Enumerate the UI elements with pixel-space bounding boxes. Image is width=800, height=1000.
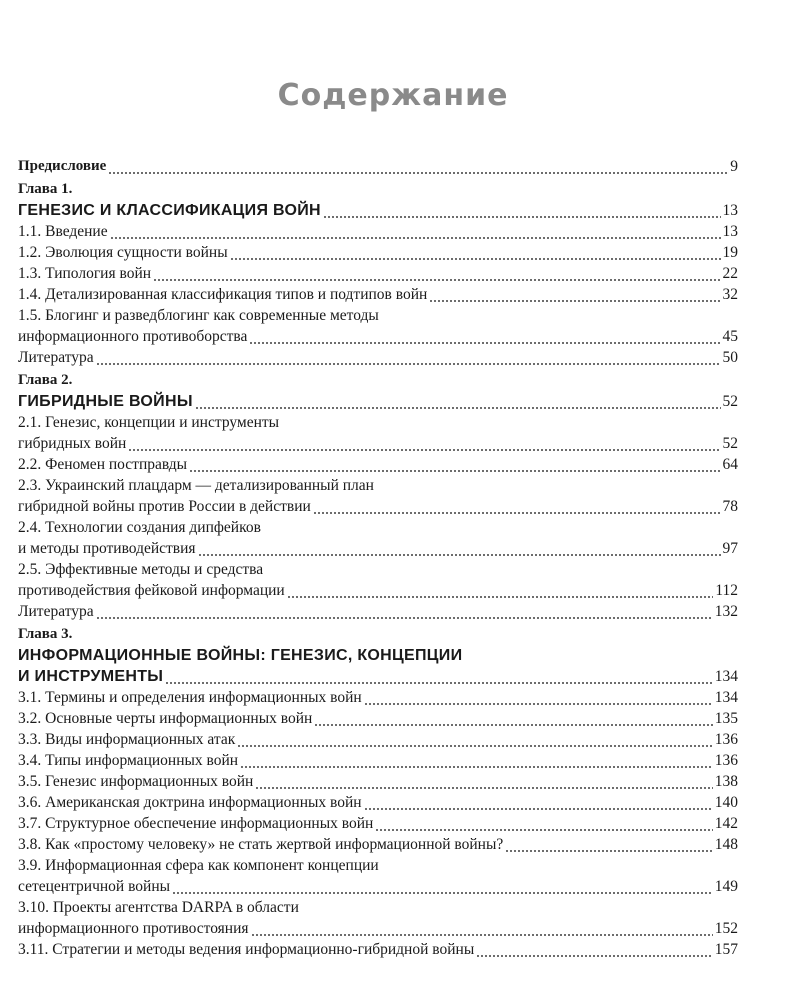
- toc-entry-text: 3.5. Генезис информационных войн: [18, 773, 254, 790]
- toc-entry-first-line: 1.5. Блогинг и разведблогинг как современные методы: [18, 307, 379, 324]
- dot-leader: [364, 687, 713, 708]
- toc-page-number: 140: [714, 794, 738, 811]
- page-title: Содержание: [277, 78, 509, 113]
- toc-page-number: 22: [722, 265, 738, 282]
- toc-entry: [18, 263, 738, 284]
- toc-entry: [18, 538, 738, 559]
- toc-page-number: 152: [714, 920, 738, 937]
- toc-entry: [18, 708, 738, 729]
- toc-entry-text: 1.2. Эволюция сущности войны: [18, 244, 228, 261]
- table-of-contents: [18, 156, 738, 960]
- dot-leader: [251, 918, 713, 939]
- toc-entry: [18, 750, 738, 771]
- dot-leader: [189, 454, 720, 475]
- toc-entry: [18, 326, 738, 347]
- dot-leader: [96, 347, 721, 368]
- toc-entry-text: гибридных войн: [18, 435, 127, 452]
- dot-leader: [313, 496, 721, 517]
- toc-entry: [18, 834, 738, 855]
- dot-leader: [153, 263, 720, 284]
- toc-entry-text: 3.11. Стратегии и методы ведения информационно-гибридной войны: [18, 941, 475, 958]
- dot-leader: [255, 771, 712, 792]
- toc-entry-first-line: 2.3. Украинский плацдарм — детализированный план: [18, 477, 374, 494]
- dot-leader: [314, 708, 712, 729]
- toc-page-number: 134: [714, 668, 738, 685]
- chapter-title: ГИБРИДНЫЕ ВОЙНЫ: [18, 393, 193, 410]
- toc-page-number: 149: [714, 878, 738, 895]
- toc-entry-text: противодействия фейковой информации: [18, 582, 285, 599]
- toc-page-number: 13: [722, 223, 738, 240]
- chapter-title: ГЕНЕЗИС И КЛАССИФИКАЦИЯ ВОЙН: [18, 202, 321, 219]
- toc-entry-text: Предисловие: [18, 158, 107, 174]
- toc-page-number: 136: [714, 731, 738, 748]
- toc-entry: [18, 939, 738, 960]
- toc-entry-first-line: 2.5. Эффективные методы и средства: [18, 561, 264, 578]
- toc-entry: [18, 221, 738, 242]
- dot-leader: [165, 666, 713, 687]
- toc-entry-first-line: 3.10. Проекты агентства DARPA в области: [18, 899, 299, 916]
- toc-entry-text: информационного противоборства: [18, 328, 248, 345]
- toc-entry-text: 3.2. Основные черты информационных войн: [18, 710, 313, 727]
- dot-leader: [172, 876, 713, 897]
- toc-entry-text: 3.3. Виды информационных атак: [18, 731, 236, 748]
- toc-entry-text: Литература: [18, 349, 94, 366]
- toc-entry: [18, 242, 738, 263]
- dot-leader: [476, 939, 713, 960]
- toc-entry-text: 1.3. Типология войн: [18, 265, 152, 282]
- toc-page: [18, 0, 738, 960]
- toc-entry-preface: [18, 156, 738, 177]
- dot-leader: [505, 834, 712, 855]
- toc-entry-text: Литература: [18, 603, 94, 620]
- toc-page-number: 78: [722, 498, 738, 515]
- toc-page-number: 138: [714, 773, 738, 790]
- chapter-label: Глава 2.: [18, 372, 73, 388]
- chapter-title-first-line: ИНФОРМАЦИОННЫЕ ВОЙНЫ: ГЕНЕЗИС, КОНЦЕПЦИИ: [18, 647, 463, 664]
- toc-entry-text: 3.1. Термины и определения информационных войн: [18, 689, 362, 706]
- toc-entry-first-line: 2.4. Технологии создания дипфейков: [18, 519, 261, 536]
- chapter-label: Глава 3.: [18, 626, 73, 642]
- toc-entry-text: 3.7. Структурное обеспечение информационных войн: [18, 815, 374, 832]
- toc-entry-text: 2.2. Феномен постправды: [18, 456, 188, 473]
- dot-leader: [237, 729, 713, 750]
- dot-leader: [198, 538, 721, 559]
- toc-page-number: 97: [722, 540, 738, 557]
- dot-leader: [249, 326, 720, 347]
- dot-leader: [195, 391, 721, 412]
- toc-page-number: 135: [714, 710, 738, 727]
- dot-leader: [230, 242, 721, 263]
- dot-leader: [429, 284, 720, 305]
- toc-entry: [18, 918, 738, 939]
- toc-page-number: 134: [714, 689, 738, 706]
- toc-entry-first-line: 3.9. Информационная сфера как компонент концепции: [18, 857, 379, 874]
- toc-entry-literature: [18, 347, 738, 368]
- toc-page-number: 132: [714, 603, 738, 620]
- toc-entry: [18, 433, 738, 454]
- toc-page-number: 64: [722, 456, 738, 473]
- toc-page-number: 142: [714, 815, 738, 832]
- toc-entry-text: 3.6. Американская доктрина информационных войн: [18, 794, 362, 811]
- toc-entry-text: и методы противодействия: [18, 540, 196, 557]
- dot-leader: [375, 813, 712, 834]
- chapter-heading: [18, 391, 738, 412]
- dot-leader: [240, 750, 713, 771]
- toc-page-number: 9: [730, 158, 738, 175]
- toc-entry-literature: [18, 601, 738, 622]
- toc-entry-text: 3.8. Как «простому человеку» не стать жертвой информационной войны?: [18, 836, 504, 853]
- toc-entry: [18, 729, 738, 750]
- toc-entry: [18, 771, 738, 792]
- toc-entry: [18, 454, 738, 475]
- toc-page-number: 50: [722, 349, 738, 366]
- toc-entry-text: 1.4. Детализированная классификация типов и подтипов войн: [18, 286, 428, 303]
- toc-entry: [18, 813, 738, 834]
- toc-entry-first-line: 2.1. Генезис, концепции и инструменты: [18, 414, 280, 431]
- dot-leader: [287, 580, 714, 601]
- toc-page-number: 52: [722, 393, 738, 410]
- toc-entry: [18, 284, 738, 305]
- toc-entry: [18, 876, 738, 897]
- toc-entry-text: информационного противостояния: [18, 920, 249, 937]
- toc-entry: [18, 580, 738, 601]
- dot-leader: [96, 601, 713, 622]
- chapter-title: И ИНСТРУМЕНТЫ: [18, 668, 164, 685]
- toc-page-number: 32: [722, 286, 738, 303]
- toc-entry-text: гибридной войны против России в действии: [18, 498, 311, 515]
- toc-entry: [18, 687, 738, 708]
- toc-entry-text: 1.1. Введение: [18, 223, 108, 240]
- dot-leader: [323, 200, 721, 221]
- toc-entry-text: сетецентричной войны: [18, 878, 171, 895]
- toc-page-number: 13: [722, 202, 738, 219]
- toc-entry: [18, 792, 738, 813]
- dot-leader: [128, 433, 720, 454]
- toc-page-number: 52: [722, 435, 738, 452]
- toc-page-number: 157: [714, 941, 738, 958]
- toc-page-number: 112: [715, 582, 738, 599]
- dot-leader: [110, 221, 721, 242]
- dot-leader: [108, 156, 728, 177]
- toc-entry: [18, 496, 738, 517]
- toc-page-number: 19: [722, 244, 738, 261]
- chapter-heading: [18, 200, 738, 221]
- dot-leader: [364, 792, 713, 813]
- toc-entry-text: 3.4. Типы информационных войн: [18, 752, 239, 769]
- chapter-label: Глава 1.: [18, 181, 73, 197]
- toc-page-number: 136: [714, 752, 738, 769]
- toc-page-number: 45: [722, 328, 738, 345]
- toc-page-number: 148: [714, 836, 738, 853]
- chapter-heading: [18, 666, 738, 687]
